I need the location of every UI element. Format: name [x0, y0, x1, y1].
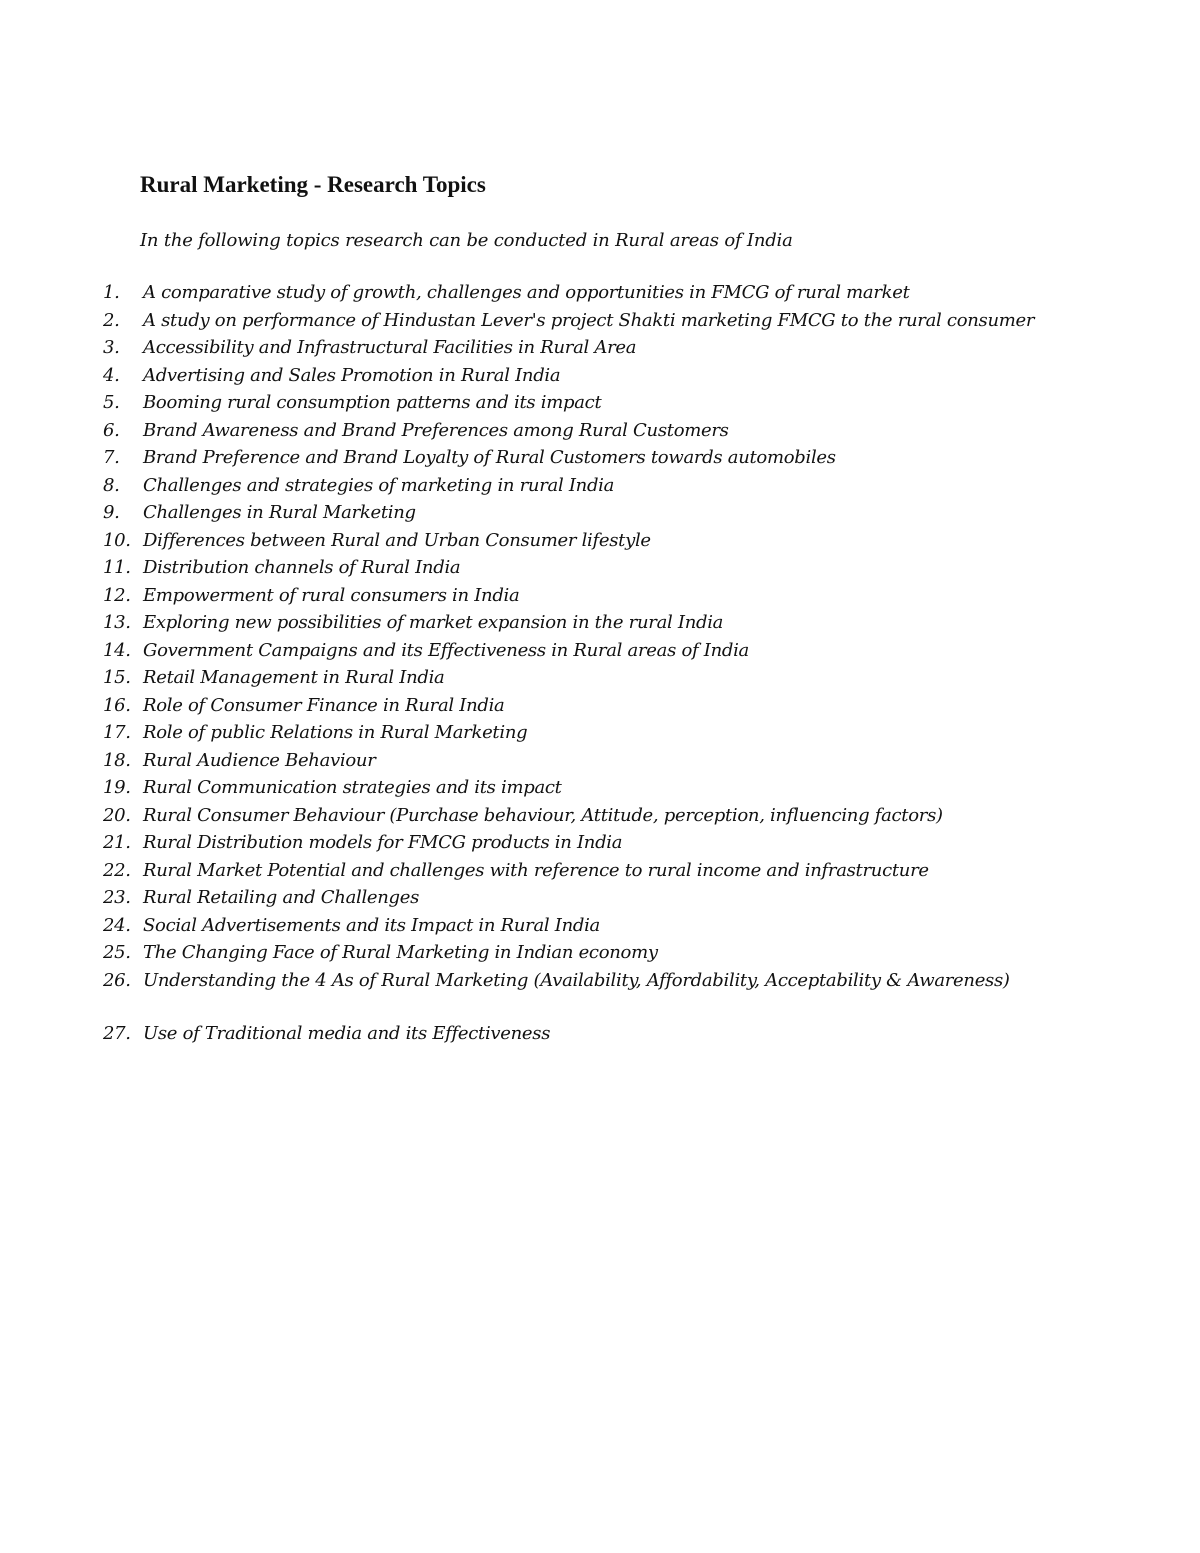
item-text: Rural Market Potential and challenges with reference to rural income and infrastructure [143, 859, 929, 881]
item-text: A study on performance of Hindustan Lever's project Shakti marketing FMCG to the rural consumer [143, 309, 1035, 331]
list-item [103, 664, 1059, 692]
list-item [103, 609, 1059, 637]
item-text: Brand Awareness and Brand Preferences among Rural Customers [143, 419, 729, 441]
item-number: 21. [103, 832, 131, 853]
item-text: A comparative study of growth, challenges and opportunities in FMCG of rural market [143, 282, 910, 303]
item-text: Use of Traditional media and its Effectiveness [143, 1023, 551, 1044]
item-number: 3. [103, 337, 120, 358]
list-item [103, 582, 1059, 610]
item-text: Challenges in Rural Marketing [143, 502, 416, 523]
list-item [103, 912, 1059, 940]
item-number: 24. [103, 914, 131, 936]
item-number: 15. [103, 667, 131, 688]
item-number: 7. [103, 447, 120, 468]
item-number: 20. [103, 804, 131, 826]
list-item [103, 417, 1059, 445]
item-number: 4. [103, 364, 120, 386]
item-text: Rural Consumer Behaviour (Purchase behaviour, Attitude, perception, influencing factors) [143, 804, 943, 826]
item-number: 23. [103, 887, 131, 908]
item-number: 10. [103, 529, 131, 551]
item-number: 25. [103, 942, 131, 963]
item-number: 5. [103, 392, 120, 413]
item-text: Understanding the 4 As of Rural Marketing (Availability, Affordability, Acceptability & Awareness) [143, 969, 1010, 991]
list-item [103, 637, 1059, 665]
item-text: Differences between Rural and Urban Consumer lifestyle [143, 529, 651, 551]
list-item [103, 472, 1059, 500]
research-topic-list [103, 279, 1059, 1048]
item-number: 17. [103, 722, 131, 743]
list-item [103, 334, 1059, 362]
item-number: 6. [103, 419, 120, 441]
list-item [103, 279, 1059, 307]
item-number: 14. [103, 639, 131, 661]
item-text: Rural Communication strategies and its impact [143, 777, 562, 798]
list-item [103, 1020, 1059, 1048]
item-text: The Changing Face of Rural Marketing in Indian economy [143, 942, 658, 963]
list-item [103, 362, 1059, 390]
list-item [103, 554, 1059, 582]
item-text: Challenges and strategies of marketing in rural India [143, 474, 615, 496]
list-item [103, 967, 1059, 995]
item-number: 12. [103, 584, 131, 606]
item-text: Role of public Relations in Rural Marketing [143, 722, 528, 743]
list-item [103, 719, 1059, 747]
item-number: 11. [103, 557, 131, 578]
list-item [103, 307, 1059, 335]
list-item [103, 527, 1059, 555]
item-text: Booming rural consumption patterns and its impact [143, 392, 602, 413]
list-item [103, 692, 1059, 720]
list-item [103, 774, 1059, 802]
list-item [103, 802, 1059, 830]
item-text: Accessibility and Infrastructural Facilities in Rural Area [143, 337, 637, 358]
item-number: 13. [103, 612, 131, 633]
item-text: Distribution channels of Rural India [143, 557, 461, 578]
list-item [103, 747, 1059, 775]
list-item [103, 939, 1059, 967]
item-number: 9. [103, 502, 120, 523]
list-item [103, 829, 1059, 857]
item-text: Rural Audience Behaviour [143, 749, 376, 771]
item-text: Rural Distribution models for FMCG products in India [143, 832, 623, 853]
intro-text: In the following topics research can be conducted in Rural areas of India [140, 230, 793, 251]
item-text: Government Campaigns and its Effectiveness in Rural areas of India [143, 639, 749, 661]
item-text: Empowerment of rural consumers in India [143, 584, 520, 606]
item-number: 26. [103, 969, 131, 991]
item-number: 19. [103, 777, 131, 798]
item-number: 1. [103, 282, 120, 303]
item-text: Advertising and Sales Promotion in Rural India [143, 364, 561, 386]
item-text: Retail Management in Rural India [143, 667, 445, 688]
item-number: 16. [103, 694, 131, 716]
item-text: Exploring new possibilities of market expansion in the rural India [143, 612, 724, 633]
item-text: Rural Retailing and Challenges [143, 887, 420, 908]
list-item [103, 499, 1059, 527]
item-text: Role of Consumer Finance in Rural India [143, 694, 505, 716]
list-item [103, 389, 1059, 417]
item-number: 22. [103, 859, 131, 881]
list-item [103, 444, 1059, 472]
item-number: 8. [103, 474, 120, 496]
document-title: Rural Marketing - Research Topics [140, 172, 486, 197]
item-text: Brand Preference and Brand Loyalty of Rural Customers towards automobiles [143, 447, 836, 468]
item-number: 18. [103, 749, 131, 771]
item-text: Social Advertisements and its Impact in Rural India [143, 914, 600, 936]
item-number: 27. [103, 1023, 131, 1044]
item-number: 2. [103, 309, 120, 331]
list-item [103, 857, 1059, 885]
list-item [103, 884, 1059, 912]
